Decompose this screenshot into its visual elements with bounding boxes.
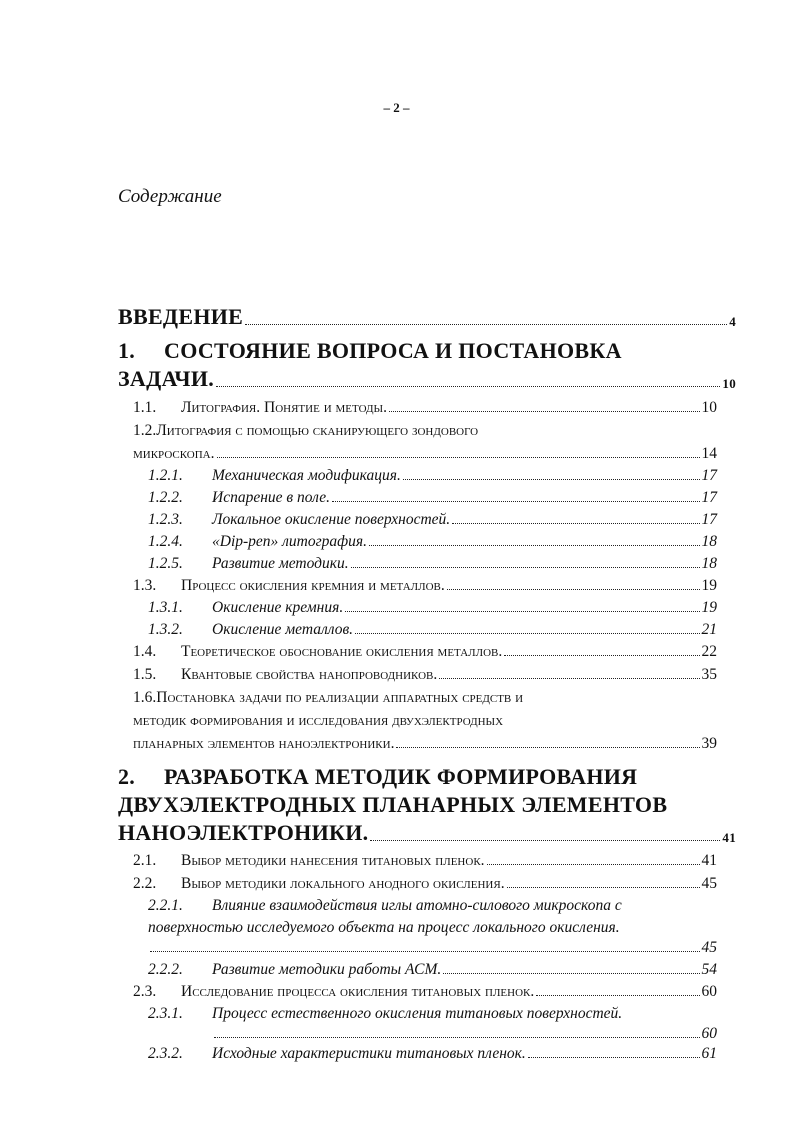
toc-entry-1-2-1[interactable]: [148, 467, 717, 485]
toc-entry-number: 2.3.: [133, 983, 157, 1000]
toc-entry-text: Исследование процесса окисления титановых пленок.: [181, 983, 535, 1000]
toc-entry-2-2-1[interactable]: [148, 939, 717, 957]
leader-dots: [452, 523, 699, 524]
toc-entry-number: 1.5.: [133, 666, 157, 683]
toc-entry-number: 1.2.: [133, 422, 157, 439]
leader-dots: [403, 479, 700, 480]
leader-dots: [150, 951, 700, 952]
toc-entry-number: 1.4.: [133, 643, 157, 660]
leader-dots: [507, 887, 700, 888]
leader-dots: [245, 324, 727, 325]
toc-entry-text: ВВЕДЕНИЕ: [118, 304, 244, 329]
toc-entry-page: 18: [701, 555, 717, 572]
toc-entry-text: Влияние взаимодействия иглы атомно-силового микроскопа с: [212, 897, 622, 914]
toc-entry-1-2-3[interactable]: [148, 511, 717, 529]
toc-entry-text: Исходные характеристики титановых пленок.: [212, 1045, 526, 1062]
toc-entry-text: Квантовые свойства нанопроводников.: [181, 666, 438, 683]
toc-entry-text: РАЗРАБОТКА МЕТОДИК ФОРМИРОВАНИЯ: [164, 764, 638, 789]
toc-entry-number: 1.: [118, 338, 136, 363]
toc-chapter-2-line1[interactable]: [118, 764, 637, 790]
toc-entry-text: Литография с помощью сканирующего зондового: [156, 422, 479, 439]
toc-entry-text: Выбор методики локального анодного окисления.: [181, 875, 505, 892]
toc-entry-1-5[interactable]: [133, 666, 717, 684]
toc-entry-2-2-1-line1[interactable]: [148, 897, 622, 915]
toc-entry-2-3-2[interactable]: [148, 1045, 717, 1063]
toc-entry-1-3-2[interactable]: [148, 621, 717, 639]
toc-entry-1-1[interactable]: [133, 399, 717, 417]
toc-entry-number: 1.2.2.: [148, 489, 183, 506]
toc-entry-page: 10: [701, 399, 717, 416]
leader-dots: [447, 589, 700, 590]
page-number: – 2 –: [383, 100, 410, 115]
toc-entry-text: микроскопа.: [133, 445, 215, 462]
toc-entry-number: 1.2.1.: [148, 467, 183, 484]
toc-entry-2-2-1-line2[interactable]: [148, 919, 620, 937]
toc-entry-page: 21: [701, 621, 717, 638]
toc-entry-page: 17: [701, 489, 717, 506]
toc-entry-number: 2.2.1.: [148, 897, 183, 914]
toc-entry-1-3-1[interactable]: [148, 599, 717, 617]
leader-dots: [487, 864, 700, 865]
toc-entry-number: 2.3.2.: [148, 1045, 183, 1062]
toc-entry-number: 1.3.: [133, 577, 157, 594]
toc-entry-1-6-line2[interactable]: [133, 712, 503, 730]
leader-dots: [528, 1057, 700, 1058]
toc-chapter-2-line2[interactable]: [118, 792, 667, 818]
toc-entry-page: 54: [701, 961, 717, 978]
toc-entry-page: 45: [701, 875, 717, 892]
toc-entry-intro[interactable]: [118, 304, 736, 330]
toc-entry-page: 45: [701, 939, 717, 956]
toc-entry-text: Литография. Понятие и методы.: [181, 399, 387, 416]
toc-entry-page: 41: [701, 852, 717, 869]
toc-chapter-2[interactable]: [118, 820, 736, 846]
toc-entry-page: 39: [701, 735, 717, 752]
leader-dots: [355, 633, 699, 634]
toc-entry-1-3[interactable]: [133, 577, 717, 595]
toc-entry-text: Развитие методики.: [212, 555, 349, 572]
leader-dots: [504, 655, 699, 656]
toc-entry-page: 14: [701, 445, 717, 462]
toc-entry-page: 10: [722, 376, 736, 391]
toc-entry-number: 1.3.2.: [148, 621, 183, 638]
leader-dots: [217, 457, 700, 458]
toc-entry-text: Развитие методики работы АСМ.: [212, 961, 442, 978]
toc-entry-text: Механическая модификация.: [212, 467, 401, 484]
toc-entry-number: 1.3.1.: [148, 599, 183, 616]
toc-entry-text: Постановка задачи по реализации аппаратных средств и: [156, 689, 524, 706]
toc-entry-text: поверхностью исследуемого объекта на процесс локального окисления.: [148, 919, 620, 936]
leader-dots: [396, 747, 699, 748]
toc-entry-text: НАНОЭЛЕКТРОНИКИ.: [118, 820, 369, 845]
leader-dots: [351, 567, 700, 568]
toc-title: Содержание: [118, 186, 222, 207]
toc-entry-number: 2.: [118, 764, 136, 789]
toc-entry-text: Теоретическое обоснование окисления металлов.: [181, 643, 503, 660]
toc-entry-text: Испарение в поле.: [212, 489, 331, 506]
toc-entry-page: 17: [701, 467, 717, 484]
toc-entry-2-1[interactable]: [133, 852, 717, 870]
toc-entry-number: 1.2.3.: [148, 511, 183, 528]
leader-dots: [536, 995, 699, 996]
toc-entry-text: Окисление металлов.: [212, 621, 354, 638]
toc-entry-number: 1.2.4.: [148, 533, 183, 550]
toc-entry-page: 19: [701, 577, 717, 594]
toc-entry-text: ЗАДАЧИ.: [118, 366, 215, 391]
leader-dots: [332, 501, 699, 502]
toc-entry-page: 35: [701, 666, 717, 683]
toc-entry-number: 2.2.: [133, 875, 157, 892]
toc-entry-1-2-4[interactable]: [148, 533, 717, 551]
toc-entry-text: Процесс окисления кремния и металлов.: [181, 577, 445, 594]
leader-dots: [370, 840, 720, 841]
toc-entry-2-3-1[interactable]: [212, 1025, 717, 1043]
toc-entry-text: СОСТОЯНИЕ ВОПРОСА И ПОСТАНОВКА: [164, 338, 622, 363]
toc-entry-1-2-2[interactable]: [148, 489, 717, 507]
toc-entry-page: 4: [729, 314, 736, 329]
toc-entry-text: Локальное окисление поверхностей.: [212, 511, 451, 528]
toc-chapter-1-line1[interactable]: [118, 338, 622, 364]
leader-dots: [443, 973, 699, 974]
toc-entry-text: ДВУХЭЛЕКТРОДНЫХ ПЛАНАРНЫХ ЭЛЕМЕНТОВ: [118, 792, 668, 817]
leader-dots: [439, 678, 699, 679]
toc-entry-2-2[interactable]: [133, 875, 717, 893]
toc-entry-1-6[interactable]: [133, 735, 717, 753]
toc-entry-number: 2.3.1.: [148, 1005, 183, 1022]
toc-entry-number: 1.2.5.: [148, 555, 183, 572]
leader-dots: [369, 545, 700, 546]
toc-chapter-1[interactable]: [118, 366, 736, 392]
leader-dots: [216, 386, 720, 387]
toc-entry-page: 19: [701, 599, 717, 616]
toc-entry-page: 60: [701, 983, 717, 1000]
toc-entry-1-4[interactable]: [133, 643, 717, 661]
leader-dots: [214, 1037, 700, 1038]
toc-entry-number: 2.1.: [133, 852, 157, 869]
toc-entry-text: Выбор методики нанесения титановых пленок.: [181, 852, 485, 869]
toc-entry-1-2-5[interactable]: [148, 555, 717, 573]
toc-entry-page: 60: [701, 1025, 717, 1042]
toc-entry-text: Процесс естественного окисления титановых поверхностей.: [212, 1005, 623, 1022]
leader-dots: [389, 411, 700, 412]
toc-entry-text: Окисление кремния.: [212, 599, 344, 616]
toc-entry-page: 17: [701, 511, 717, 528]
toc-entry-2-2-2[interactable]: [148, 961, 717, 979]
toc-entry-number: 1.1.: [133, 399, 157, 416]
toc-entry-page: 41: [722, 830, 736, 845]
toc-entry-text: планарных элементов наноэлектроники.: [133, 735, 395, 752]
toc-entry-text: методик формирования и исследования двухэлектродных: [133, 712, 504, 729]
toc-entry-page: 18: [701, 533, 717, 550]
toc-entry-2-3[interactable]: [133, 983, 717, 1001]
toc-entry-page: 61: [701, 1045, 717, 1062]
toc-entry-1-2-line1[interactable]: [133, 422, 478, 440]
leader-dots: [345, 611, 699, 612]
toc-entry-1-2[interactable]: [133, 445, 717, 463]
toc-entry-number: 1.6.: [133, 689, 157, 706]
toc-entry-text: «Dip-pen» литография.: [212, 533, 367, 550]
toc-entry-page: 22: [701, 643, 717, 660]
toc-entry-number: 2.2.2.: [148, 961, 183, 978]
toc-entry-2-3-1-line1[interactable]: [148, 1005, 622, 1023]
toc-entry-1-6-line1[interactable]: [133, 689, 523, 707]
